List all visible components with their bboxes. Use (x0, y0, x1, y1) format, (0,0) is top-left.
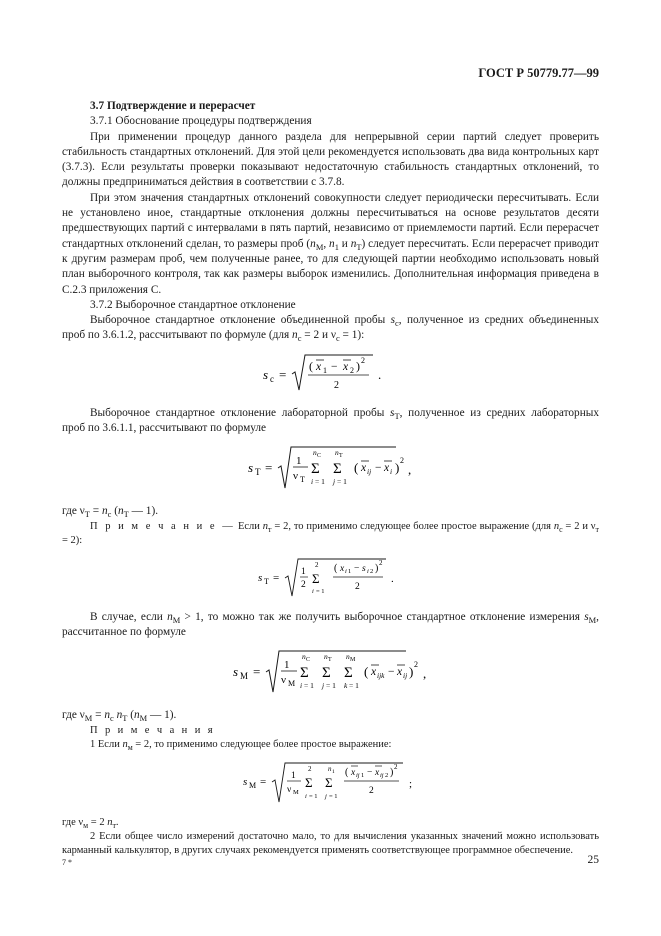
svg-text:C: C (305, 657, 310, 664)
svg-text:k: k (343, 681, 347, 691)
svg-text:i: i (304, 792, 307, 800)
svg-text:2: 2 (399, 456, 404, 466)
svg-text:2: 2 (333, 379, 339, 391)
svg-text:2: 2 (393, 762, 397, 771)
svg-text:Σ: Σ (332, 461, 342, 478)
svg-text:(: ( (308, 358, 313, 373)
svg-text:ij: ij (355, 771, 360, 779)
svg-text:1: 1 (283, 659, 289, 672)
svg-text:= 1: = 1 (308, 792, 318, 800)
svg-text:): ) (394, 460, 399, 476)
svg-text:C: C (316, 453, 321, 460)
svg-text:=: = (278, 366, 286, 382)
svg-text:x: x (350, 767, 355, 778)
document-code: ГОСТ Р 50779.77—99 (478, 66, 599, 80)
svg-text:(: ( (333, 562, 337, 574)
svg-text:n: n (334, 448, 339, 458)
svg-text:M: M (287, 679, 295, 689)
svg-text:i: i (311, 587, 314, 595)
notes-label: П р и м е ч а н и я (90, 724, 215, 736)
svg-text:j: j (321, 681, 324, 691)
svg-text:s: s (257, 571, 262, 584)
paragraph-372-1: Выборочное стандартное отклонение объединенной пробы $s_c$, полученное из средних объединенных проб по 3.6.1.2, рассчитывают по формуле (для $n_c = 2$ и $\nu_c = 1$): (62, 314, 599, 344)
svg-text:x: x (315, 360, 321, 373)
svg-text:Σ: Σ (304, 774, 313, 790)
svg-text:T: T (327, 657, 332, 664)
svg-text:ij: ij (366, 467, 371, 477)
where-nu-m-simple: где $\nu_м = 2$ $n_т$. (62, 816, 119, 830)
svg-text:Σ: Σ (299, 665, 309, 682)
svg-text:2: 2 (384, 771, 388, 779)
svg-text:T: T (263, 576, 269, 586)
svg-text:Σ: Σ (310, 461, 320, 478)
svg-text:x: x (396, 666, 402, 679)
svg-text:= 1: = 1 (303, 681, 314, 691)
svg-text:n: n (301, 652, 306, 662)
svg-text:x: x (370, 666, 376, 679)
svg-text:1: 1 (322, 365, 327, 375)
svg-text:T: T (338, 453, 343, 460)
svg-text:i: i (366, 567, 369, 575)
svg-text:= 1: = 1 (336, 477, 347, 487)
svg-text:1: 1 (290, 770, 296, 781)
formula-st-simple (62, 556, 599, 600)
svg-text:2: 2 (314, 560, 318, 569)
svg-text:,: , (422, 666, 426, 682)
svg-text:): ) (408, 664, 413, 680)
svg-text:2: 2 (413, 660, 418, 670)
svg-text:=: = (264, 460, 272, 476)
svg-text:ijk: ijk (376, 671, 384, 681)
formula-sc (62, 352, 599, 396)
svg-text:1: 1 (331, 768, 335, 775)
svg-text:2: 2 (369, 567, 373, 575)
svg-text:(: ( (353, 460, 358, 476)
footer-mark: 7 * (62, 858, 72, 867)
svg-text:T: T (299, 475, 305, 485)
svg-text:x: x (339, 563, 344, 574)
svg-text:= 1: = 1 (348, 681, 359, 691)
svg-text:n: n (323, 652, 328, 662)
note-3: 2 Если общее число измерений достаточно мало, то для вычисления указанных значений можно использовать карманный калькулятор, в других случаях рекомендуется применять соответствующее программное обеспечение. (62, 830, 599, 856)
svg-text:.: . (377, 366, 381, 382)
svg-text:= 1: = 1 (314, 477, 325, 487)
svg-text:i: i (389, 467, 392, 477)
svg-text:−: − (366, 767, 372, 778)
svg-text:ij: ij (402, 671, 407, 681)
svg-text:j: j (332, 477, 335, 487)
svg-text:2: 2 (360, 355, 365, 365)
svg-text:i: i (344, 567, 347, 575)
svg-text:2: 2 (300, 579, 306, 590)
svg-text:s: s (262, 366, 268, 382)
paragraph-372-2: Выборочное стандартное отклонение лабораторной пробы $s_T$, полученное из средних лабораторных проб по 3.6.1.1, рассчитывают по формуле (62, 406, 599, 435)
svg-text:2: 2 (368, 785, 374, 796)
svg-text:−: − (330, 360, 337, 373)
svg-text:=: = (252, 664, 260, 680)
svg-text:s: s (232, 664, 238, 680)
svg-text:n: n (312, 448, 317, 458)
svg-text:x: x (383, 462, 389, 475)
svg-text:x: x (374, 767, 379, 778)
svg-text:M: M (239, 671, 248, 682)
svg-text:ν: ν (280, 674, 286, 687)
note-1: П р и м е ч а н и е — Если $n_т = 2$, то применимо следующее более простое выражение (для $n_c = 2$ и $\nu_т = 2$): (62, 520, 599, 546)
svg-text:Σ: Σ (324, 774, 333, 790)
svg-text:,: , (407, 462, 411, 478)
svg-text:1: 1 (295, 455, 301, 468)
svg-text:i: i (310, 477, 313, 487)
svg-text:c: c (269, 373, 274, 384)
svg-text:Σ: Σ (321, 665, 331, 682)
svg-text:2: 2 (378, 558, 382, 567)
page-number: 25 (587, 854, 599, 866)
svg-text:s: s (247, 460, 253, 476)
svg-text:−: − (387, 666, 394, 679)
svg-text:x: x (342, 360, 348, 373)
svg-text:i: i (299, 681, 302, 691)
formula-sm (62, 648, 599, 698)
formula-st (62, 444, 599, 494)
svg-text:1: 1 (360, 771, 364, 779)
svg-text:=: = (259, 775, 266, 788)
svg-text:.: . (390, 572, 394, 585)
svg-text:Σ: Σ (343, 665, 353, 682)
svg-text:ν: ν (292, 470, 298, 483)
svg-text:s: s (242, 775, 247, 788)
svg-text:n: n (345, 652, 350, 662)
svg-text:ij: ij (379, 771, 384, 779)
svg-text:M: M (349, 657, 355, 664)
svg-text:): ) (355, 358, 360, 373)
svg-text:1: 1 (300, 566, 306, 577)
svg-text:n: n (327, 764, 331, 773)
svg-text:(: ( (344, 766, 348, 778)
svg-text:Σ: Σ (311, 570, 320, 586)
svg-text:= 1: = 1 (328, 792, 338, 800)
subsection-title-372: 3.7.2 Выборочное стандартное отклонение (90, 298, 296, 311)
svg-text:=: = (272, 571, 279, 584)
svg-text:): ) (374, 562, 378, 574)
svg-text:s: s (361, 563, 366, 574)
section-title: 3.7 Подтверждение и перерасчет (90, 100, 256, 112)
svg-text:(: ( (363, 664, 368, 680)
svg-text:−: − (374, 462, 381, 475)
svg-text:= 1: = 1 (315, 587, 325, 595)
svg-text:M: M (248, 780, 256, 790)
where-nu-t: где $\nu_T = n_c$ ($n_T$ — 1). (62, 505, 159, 520)
svg-text:ν: ν (286, 784, 291, 795)
paragraph-371-1: При применении процедур данного раздела для непрерывной серии партий следует проверить стабильность стандартных отклонений. Для этой цели рекомендуется использовать два вида контрольных карт (3.7.3). Если результаты проверки показывают недостаточную стабильность стандартных отклонений, то должны предприниматься действия в соответствии с 3.7.8. (62, 130, 599, 189)
svg-text:;: ; (408, 777, 412, 790)
formula-sm-simple (62, 760, 599, 806)
paragraph-371-2: При этом значения стандартных отклонений совокупности следует периодически пересчитывать. Если не установлено иное, стандартные отклонения должны пересчитываться на основе результатов десяти предшествующих партий с интервалами в пять партий, независимо от приемлемости партий. Если перерасчет стандартных отклонений сделан, то размеры проб ($n_М$, $n_1$ и $n_T$) следует пересчитать. Если перерасчет приводит к другим размерам проб, чем полученные ранее, то для следующей партии необходимо использовать новый план выборочного контроля, так как размеры выборок изменились. Дополнительная информация приведена в С.2.3 приложения С. (62, 191, 599, 296)
note-2: 1 Если $n_м = 2$, то применимо следующее более простое выражение: (90, 738, 392, 752)
where-nu-m: где $\nu_М = n_c$ $n_T$ ($n_М$ — 1). (62, 709, 177, 724)
svg-text:2: 2 (349, 365, 354, 375)
svg-text:): ) (389, 766, 393, 778)
svg-text:2: 2 (354, 581, 360, 592)
svg-text:−: − (353, 563, 359, 574)
svg-text:j: j (324, 792, 327, 800)
svg-text:1: 1 (347, 567, 351, 575)
svg-text:T: T (254, 467, 260, 478)
subsection-title-371: 3.7.1 Обоснование процедуры подтверждения (90, 115, 312, 128)
page-content (62, 99, 599, 858)
svg-text:M: M (292, 788, 299, 796)
svg-text:= 1: = 1 (325, 681, 336, 691)
svg-text:x: x (360, 462, 366, 475)
svg-text:2: 2 (307, 764, 311, 773)
paragraph-372-3: В случае, если $n_М > 1$, то можно так же получить выборочное стандартное отклонение измерения $s_М$, рассчитанное по формуле (62, 610, 599, 638)
